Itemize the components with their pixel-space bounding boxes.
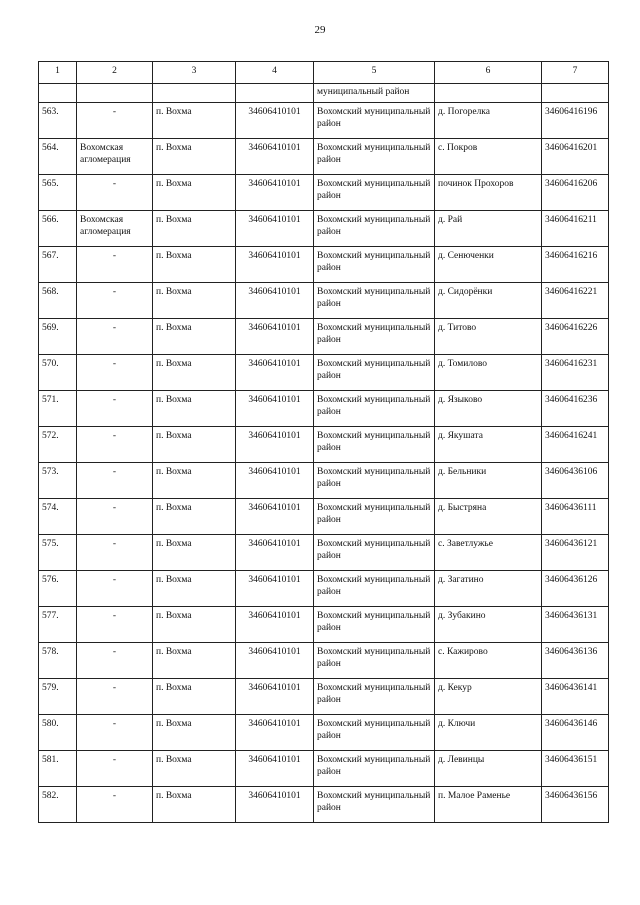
- cell-locality: д. Томилово: [435, 355, 542, 391]
- column-header: 5: [314, 62, 435, 84]
- cell-locality: с. Покров: [435, 139, 542, 175]
- cell-locality: с. Заветлужье: [435, 535, 542, 571]
- cell-number: 570.: [39, 355, 77, 391]
- cell-number: 567.: [39, 247, 77, 283]
- cell-district: Вохомский муниципальный район: [314, 319, 435, 355]
- cell-settlement: п. Вохма: [153, 211, 236, 247]
- cell-agglomeration: -: [77, 607, 153, 643]
- cell-district: муниципальный район: [314, 84, 435, 103]
- cell-number: 563.: [39, 103, 77, 139]
- cell-settlement: п. Вохма: [153, 751, 236, 787]
- cell-agglomeration: -: [77, 571, 153, 607]
- cell-settlement: п. Вохма: [153, 283, 236, 319]
- cell-district: Вохомский муниципальный район: [314, 751, 435, 787]
- cell-locality: д. Сидорёнки: [435, 283, 542, 319]
- cell-oktmo: 34606410101: [236, 607, 314, 643]
- cell-oktmo: 34606410101: [236, 211, 314, 247]
- cell-oktmo: 34606410101: [236, 391, 314, 427]
- cell-district: Вохомский муниципальный район: [314, 571, 435, 607]
- column-header: 6: [435, 62, 542, 84]
- cell-oktmo: 34606410101: [236, 571, 314, 607]
- cell-district: Вохомский муниципальный район: [314, 607, 435, 643]
- cell-settlement: п. Вохма: [153, 499, 236, 535]
- cell-agglomeration: [77, 84, 153, 103]
- cell-code: 34606436146: [542, 715, 609, 751]
- cell-agglomeration: -: [77, 319, 153, 355]
- cell-district: Вохомский муниципальный район: [314, 535, 435, 571]
- cell-code: 34606416241: [542, 427, 609, 463]
- cell-district: Вохомский муниципальный район: [314, 715, 435, 751]
- table-row: [39, 427, 609, 463]
- cell-oktmo: 34606410101: [236, 247, 314, 283]
- table-row: [39, 787, 609, 823]
- cell-district: Вохомский муниципальный район: [314, 103, 435, 139]
- cell-oktmo: 34606410101: [236, 355, 314, 391]
- cell-code: 34606436106: [542, 463, 609, 499]
- cell-agglomeration: -: [77, 355, 153, 391]
- cell-code: [542, 84, 609, 103]
- cell-code: 34606416236: [542, 391, 609, 427]
- cell-settlement: п. Вохма: [153, 715, 236, 751]
- cell-number: 566.: [39, 211, 77, 247]
- cell-code: 34606416201: [542, 139, 609, 175]
- cell-district: Вохомский муниципальный район: [314, 283, 435, 319]
- cell-agglomeration: -: [77, 715, 153, 751]
- cell-code: 34606436141: [542, 679, 609, 715]
- registry-table: [38, 61, 609, 823]
- cell-locality: д. Ключи: [435, 715, 542, 751]
- cell-district: Вохомский муниципальный район: [314, 175, 435, 211]
- table-body: [39, 84, 609, 823]
- cell-number: 571.: [39, 391, 77, 427]
- cell-settlement: п. Вохма: [153, 679, 236, 715]
- cell-number: [39, 84, 77, 103]
- table-row: [39, 535, 609, 571]
- cell-oktmo: 34606410101: [236, 427, 314, 463]
- cell-agglomeration: -: [77, 283, 153, 319]
- cell-number: 581.: [39, 751, 77, 787]
- cell-number: 573.: [39, 463, 77, 499]
- cell-locality: д. Рай: [435, 211, 542, 247]
- cell-locality: починок Прохоров: [435, 175, 542, 211]
- cell-district: Вохомский муниципальный район: [314, 355, 435, 391]
- table-row: [39, 715, 609, 751]
- cell-agglomeration: -: [77, 535, 153, 571]
- table-row: [39, 175, 609, 211]
- table-row: [39, 391, 609, 427]
- column-header: 3: [153, 62, 236, 84]
- cell-oktmo: 34606410101: [236, 715, 314, 751]
- cell-oktmo: 34606410101: [236, 103, 314, 139]
- cell-number: 572.: [39, 427, 77, 463]
- cell-code: 34606416231: [542, 355, 609, 391]
- cell-settlement: п. Вохма: [153, 103, 236, 139]
- table-row: [39, 463, 609, 499]
- cell-district: Вохомский муниципальный район: [314, 139, 435, 175]
- cell-agglomeration: -: [77, 751, 153, 787]
- cell-code: 34606416196: [542, 103, 609, 139]
- cell-agglomeration: -: [77, 463, 153, 499]
- cell-settlement: п. Вохма: [153, 355, 236, 391]
- cell-locality: д. Языково: [435, 391, 542, 427]
- cell-locality: д. Загатино: [435, 571, 542, 607]
- cell-code: 34606416206: [542, 175, 609, 211]
- table-row: [39, 643, 609, 679]
- cell-agglomeration: Вохомская агломерация: [77, 211, 153, 247]
- cell-locality: д. Титово: [435, 319, 542, 355]
- cell-district: Вохомский муниципальный район: [314, 643, 435, 679]
- cell-settlement: п. Вохма: [153, 427, 236, 463]
- cell-district: Вохомский муниципальный район: [314, 247, 435, 283]
- cell-code: 34606436121: [542, 535, 609, 571]
- cell-locality: [435, 84, 542, 103]
- cell-district: Вохомский муниципальный район: [314, 679, 435, 715]
- cell-agglomeration: -: [77, 787, 153, 823]
- cell-oktmo: 34606410101: [236, 319, 314, 355]
- cell-settlement: п. Вохма: [153, 175, 236, 211]
- column-header: 1: [39, 62, 77, 84]
- cell-oktmo: 34606410101: [236, 787, 314, 823]
- cell-district: Вохомский муниципальный район: [314, 427, 435, 463]
- cell-number: 578.: [39, 643, 77, 679]
- cell-oktmo: 34606410101: [236, 139, 314, 175]
- cell-agglomeration: -: [77, 247, 153, 283]
- table-row: [39, 319, 609, 355]
- cell-agglomeration: -: [77, 679, 153, 715]
- column-header: 2: [77, 62, 153, 84]
- table-row: [39, 751, 609, 787]
- cell-code: 34606416226: [542, 319, 609, 355]
- cell-locality: п. Малое Раменье: [435, 787, 542, 823]
- cell-agglomeration: -: [77, 643, 153, 679]
- cell-number: 575.: [39, 535, 77, 571]
- cell-agglomeration: -: [77, 391, 153, 427]
- cell-number: 579.: [39, 679, 77, 715]
- cell-locality: д. Погорелка: [435, 103, 542, 139]
- cell-district: Вохомский муниципальный район: [314, 391, 435, 427]
- cell-number: 565.: [39, 175, 77, 211]
- header-row: [39, 62, 609, 84]
- cell-code: 34606436131: [542, 607, 609, 643]
- table-row: [39, 103, 609, 139]
- cell-locality: д. Левинцы: [435, 751, 542, 787]
- table-row: [39, 247, 609, 283]
- cell-district: Вохомский муниципальный район: [314, 463, 435, 499]
- cell-oktmo: 34606410101: [236, 499, 314, 535]
- cell-agglomeration: -: [77, 427, 153, 463]
- table-row: [39, 355, 609, 391]
- table-row: [39, 607, 609, 643]
- cell-settlement: п. Вохма: [153, 535, 236, 571]
- cell-settlement: п. Вохма: [153, 463, 236, 499]
- cell-number: 564.: [39, 139, 77, 175]
- cell-code: 34606436156: [542, 787, 609, 823]
- cell-agglomeration: Вохомская агломерация: [77, 139, 153, 175]
- table-row: [39, 139, 609, 175]
- table-row: [39, 283, 609, 319]
- cell-settlement: п. Вохма: [153, 139, 236, 175]
- cell-settlement: п. Вохма: [153, 643, 236, 679]
- cell-locality: с. Кажирово: [435, 643, 542, 679]
- cell-locality: д. Якушата: [435, 427, 542, 463]
- cell-district: Вохомский муниципальный район: [314, 211, 435, 247]
- cell-district: Вохомский муниципальный район: [314, 499, 435, 535]
- cell-code: 34606416216: [542, 247, 609, 283]
- cell-oktmo: 34606410101: [236, 679, 314, 715]
- cell-code: 34606436111: [542, 499, 609, 535]
- table-row: [39, 211, 609, 247]
- cell-number: 574.: [39, 499, 77, 535]
- cell-locality: д. Кекур: [435, 679, 542, 715]
- cell-locality: д. Зубакино: [435, 607, 542, 643]
- column-header: 4: [236, 62, 314, 84]
- cell-oktmo: [236, 84, 314, 103]
- table-row: [39, 499, 609, 535]
- cell-number: 582.: [39, 787, 77, 823]
- cell-oktmo: 34606410101: [236, 283, 314, 319]
- cell-locality: д. Бельники: [435, 463, 542, 499]
- cell-settlement: п. Вохма: [153, 607, 236, 643]
- cell-district: Вохомский муниципальный район: [314, 787, 435, 823]
- cell-code: 34606416211: [542, 211, 609, 247]
- cell-agglomeration: -: [77, 175, 153, 211]
- cell-settlement: п. Вохма: [153, 247, 236, 283]
- table-row: [39, 571, 609, 607]
- cell-code: 34606436136: [542, 643, 609, 679]
- table-row: [39, 679, 609, 715]
- cell-code: 34606436126: [542, 571, 609, 607]
- cell-oktmo: 34606410101: [236, 175, 314, 211]
- cell-settlement: п. Вохма: [153, 391, 236, 427]
- page-number: 29: [314, 24, 326, 36]
- cell-number: 568.: [39, 283, 77, 319]
- cell-agglomeration: -: [77, 103, 153, 139]
- cell-oktmo: 34606410101: [236, 463, 314, 499]
- cell-settlement: п. Вохма: [153, 319, 236, 355]
- continuation-row: [39, 84, 609, 103]
- table-header: [39, 62, 609, 84]
- cell-code: 34606416221: [542, 283, 609, 319]
- cell-agglomeration: -: [77, 499, 153, 535]
- cell-settlement: [153, 84, 236, 103]
- cell-locality: д. Быстряна: [435, 499, 542, 535]
- cell-number: 569.: [39, 319, 77, 355]
- cell-number: 577.: [39, 607, 77, 643]
- cell-oktmo: 34606410101: [236, 535, 314, 571]
- cell-number: 576.: [39, 571, 77, 607]
- cell-code: 34606436151: [542, 751, 609, 787]
- column-header: 7: [542, 62, 609, 84]
- cell-settlement: п. Вохма: [153, 571, 236, 607]
- cell-number: 580.: [39, 715, 77, 751]
- cell-oktmo: 34606410101: [236, 643, 314, 679]
- cell-settlement: п. Вохма: [153, 787, 236, 823]
- cell-oktmo: 34606410101: [236, 751, 314, 787]
- cell-locality: д. Сенюченки: [435, 247, 542, 283]
